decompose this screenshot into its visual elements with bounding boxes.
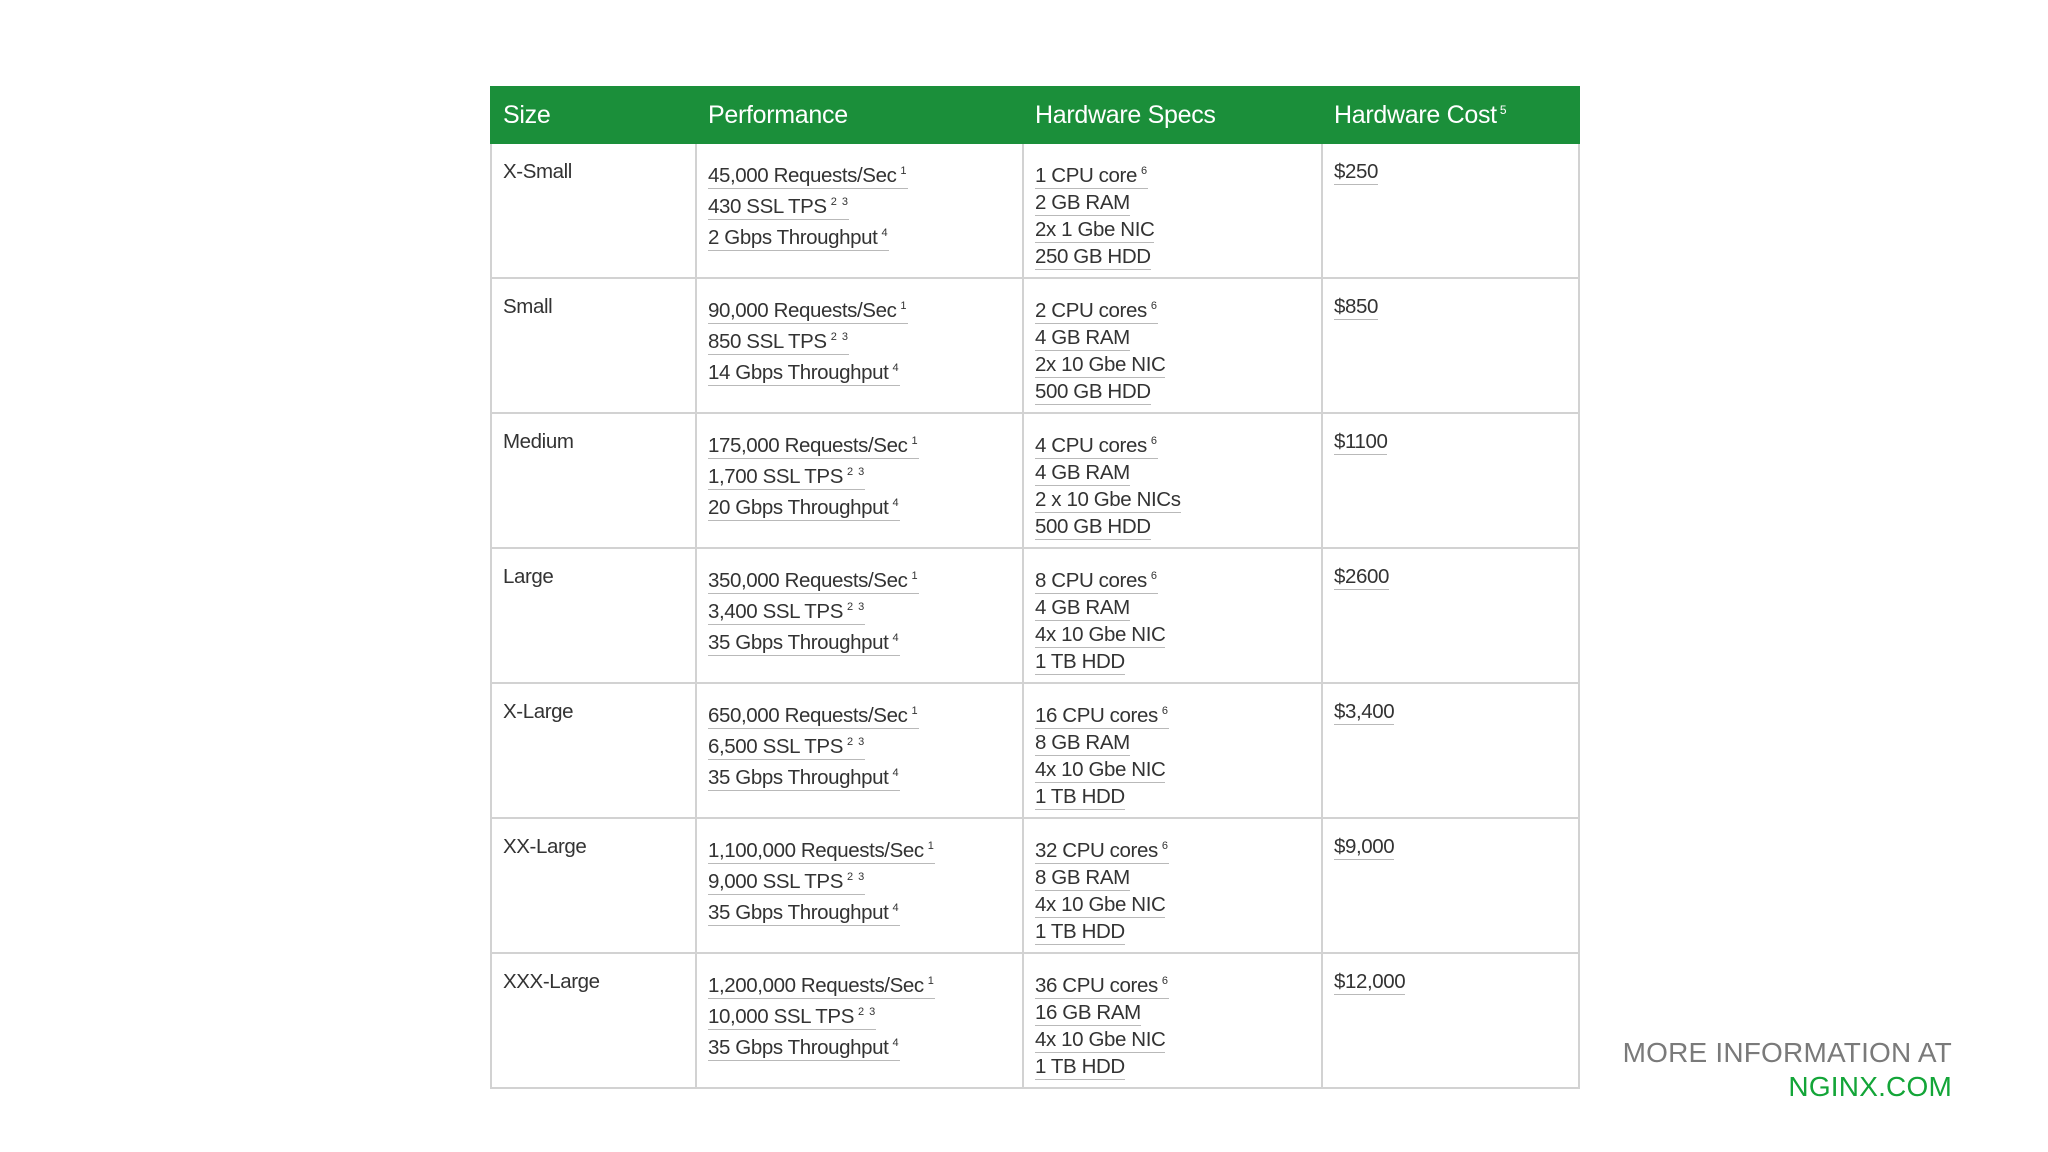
hardware-specs-cell — [1023, 548, 1322, 683]
size-label: XXX-Large — [503, 970, 600, 993]
spec-line-text: 1 CPU core — [1035, 164, 1137, 187]
more-information-note — [1623, 1036, 1952, 1104]
cost-value: $2600 — [1334, 565, 1390, 588]
performance-line — [708, 428, 1011, 459]
hardware-cost-cell — [1322, 413, 1579, 548]
spec-line-text: 16 GB RAM — [1035, 1001, 1141, 1024]
spec-line — [1035, 999, 1310, 1026]
spec-line-text: 4 GB RAM — [1035, 326, 1130, 349]
performance-line — [708, 895, 1011, 926]
hardware-cost-cell — [1322, 953, 1579, 1088]
spec-line — [1035, 486, 1310, 513]
size-label: XX-Large — [503, 835, 587, 858]
table-row — [491, 953, 1579, 1088]
performance-line — [708, 563, 1011, 594]
spec-line — [1035, 243, 1310, 270]
spec-line — [1035, 648, 1310, 675]
footnote-marker: 1 — [911, 705, 919, 717]
cost-value: $1100 — [1334, 430, 1388, 453]
spec-line — [1035, 918, 1310, 945]
spec-line — [1035, 864, 1310, 891]
spec-line-text: 36 CPU cores — [1035, 974, 1158, 997]
cost-value: $250 — [1334, 160, 1379, 183]
performance-line-text: 10,000 SSL TPS — [708, 1005, 854, 1028]
performance-line-text: 430 SSL TPS — [708, 195, 827, 218]
performance-cell — [696, 143, 1023, 278]
footnote-marker: 6 — [1161, 840, 1169, 852]
spec-line — [1035, 513, 1310, 540]
footnote-marker: 4 — [881, 227, 889, 239]
performance-cell — [696, 278, 1023, 413]
performance-line-text: 14 Gbps Throughput — [708, 361, 889, 384]
spec-line — [1035, 833, 1310, 864]
more-information-label: MORE INFORMATION AT — [1622, 1037, 1952, 1068]
table-row — [491, 413, 1579, 548]
table-row — [491, 683, 1579, 818]
spec-line — [1035, 324, 1310, 351]
spec-line — [1035, 891, 1310, 918]
spec-line — [1035, 1053, 1310, 1080]
performance-line-text: 3,400 SSL TPS — [708, 600, 843, 623]
hardware-cost-cell — [1322, 143, 1579, 278]
performance-line — [708, 625, 1011, 656]
footnote-marker: 2 3 — [830, 196, 849, 208]
table-row — [491, 143, 1579, 278]
size-cell — [491, 413, 696, 548]
footnote-marker: 1 — [927, 975, 935, 987]
footnote-marker: 6 — [1150, 300, 1158, 312]
performance-line — [708, 324, 1011, 355]
spec-line-text: 2 x 10 Gbe NICs — [1035, 488, 1181, 511]
performance-line-text: 35 Gbps Throughput — [708, 1036, 889, 1059]
footnote-marker: 5 — [1499, 102, 1507, 117]
performance-line-text: 175,000 Requests/Sec — [708, 434, 908, 457]
performance-line-text: 20 Gbps Throughput — [708, 496, 889, 519]
performance-line-text: 90,000 Requests/Sec — [708, 299, 897, 322]
size-cell — [491, 683, 696, 818]
spec-line — [1035, 216, 1310, 243]
spec-line-text: 500 GB HDD — [1035, 515, 1151, 538]
performance-line-text: 6,500 SSL TPS — [708, 735, 843, 758]
spec-line — [1035, 729, 1310, 756]
hardware-cost-cell — [1322, 683, 1579, 818]
performance-line — [708, 459, 1011, 490]
table-row — [491, 818, 1579, 953]
spec-line — [1035, 563, 1310, 594]
performance-line-text: 1,700 SSL TPS — [708, 465, 843, 488]
hardware-cost-cell — [1322, 818, 1579, 953]
footnote-marker: 1 — [927, 840, 935, 852]
performance-line — [708, 968, 1011, 999]
performance-line-text: 1,200,000 Requests/Sec — [708, 974, 924, 997]
performance-line-text: 9,000 SSL TPS — [708, 870, 843, 893]
performance-line-text: 350,000 Requests/Sec — [708, 569, 908, 592]
performance-cell — [696, 548, 1023, 683]
footnote-marker: 4 — [892, 1037, 900, 1049]
spec-line — [1035, 459, 1310, 486]
hardware-specs-cell — [1023, 413, 1322, 548]
spec-line-text: 500 GB HDD — [1035, 380, 1151, 403]
footnote-marker: 4 — [892, 497, 900, 509]
footnote-marker: 1 — [911, 570, 919, 582]
spec-line-text: 2x 10 Gbe NIC — [1035, 353, 1166, 376]
spec-line-text: 4x 10 Gbe NIC — [1035, 893, 1166, 916]
performance-line-text: 35 Gbps Throughput — [708, 901, 889, 924]
cost-value: $3,400 — [1334, 700, 1395, 723]
spec-line — [1035, 621, 1310, 648]
performance-line — [708, 293, 1011, 324]
footnote-marker: 6 — [1150, 435, 1158, 447]
performance-line — [708, 189, 1011, 220]
footnote-marker: 6 — [1161, 975, 1169, 987]
performance-line — [708, 833, 1011, 864]
spec-line-text: 1 TB HDD — [1035, 785, 1125, 808]
performance-line-text: 45,000 Requests/Sec — [708, 164, 897, 187]
performance-line — [708, 490, 1011, 521]
footnote-marker: 2 3 — [846, 466, 866, 478]
performance-line — [708, 594, 1011, 625]
spec-line — [1035, 293, 1310, 324]
spec-line-text: 4 GB RAM — [1035, 461, 1130, 484]
spec-line — [1035, 594, 1310, 621]
spec-line — [1035, 428, 1310, 459]
performance-line — [708, 760, 1011, 791]
size-label: Small — [503, 295, 553, 318]
header-performance: Performance — [696, 87, 1023, 143]
spec-line — [1035, 698, 1310, 729]
sizing-table — [490, 86, 1580, 1089]
header-row — [491, 87, 1579, 143]
table-header — [491, 87, 1579, 143]
footnote-marker: 1 — [911, 435, 919, 447]
spec-line — [1035, 351, 1310, 378]
spec-line-text: 250 GB HDD — [1035, 245, 1151, 268]
performance-line-text: 1,100,000 Requests/Sec — [708, 839, 924, 862]
spec-line-text: 8 GB RAM — [1035, 731, 1130, 754]
spec-line — [1035, 756, 1310, 783]
performance-line — [708, 1030, 1011, 1061]
footnote-marker: 4 — [892, 362, 900, 374]
performance-line-text: 2 Gbps Throughput — [708, 226, 878, 249]
hardware-cost-cell — [1322, 548, 1579, 683]
size-label: Medium — [503, 430, 574, 453]
performance-line-text: 35 Gbps Throughput — [708, 631, 889, 654]
size-cell — [491, 143, 696, 278]
cost-value: $9,000 — [1334, 835, 1395, 858]
size-cell — [491, 953, 696, 1088]
performance-line — [708, 355, 1011, 386]
spec-line — [1035, 378, 1310, 405]
performance-cell — [696, 818, 1023, 953]
spec-line-text: 8 CPU cores — [1035, 569, 1147, 592]
performance-line-text: 850 SSL TPS — [708, 330, 827, 353]
hardware-specs-cell — [1023, 143, 1322, 278]
footnote-marker: 2 3 — [846, 871, 866, 883]
performance-line — [708, 698, 1011, 729]
size-cell — [491, 818, 696, 953]
size-label: X-Large — [503, 700, 574, 723]
spec-line-text: 2x 1 Gbe NIC — [1035, 218, 1155, 241]
performance-line — [708, 729, 1011, 760]
spec-line-text: 8 GB RAM — [1035, 866, 1130, 889]
spec-line-text: 1 TB HDD — [1035, 650, 1125, 673]
hardware-cost-cell — [1322, 278, 1579, 413]
website-link[interactable]: NGINX.COM — [1788, 1071, 1952, 1102]
spec-line-text: 1 TB HDD — [1035, 920, 1125, 943]
table-row — [491, 278, 1579, 413]
performance-cell — [696, 953, 1023, 1088]
header-hardware-cost: Hardware Cost $^5$ — [1322, 87, 1579, 143]
size-cell — [491, 278, 696, 413]
spec-line-text: 2 CPU cores — [1035, 299, 1147, 322]
footnote-marker: 2 3 — [846, 736, 866, 748]
table-row — [491, 548, 1579, 683]
performance-cell — [696, 683, 1023, 818]
cost-value: $12,000 — [1334, 970, 1406, 993]
spec-line — [1035, 1026, 1310, 1053]
footnote-marker: 1 — [900, 165, 908, 177]
performance-line — [708, 864, 1011, 895]
performance-line — [708, 220, 1011, 251]
spec-line-text: 2 GB RAM — [1035, 191, 1130, 214]
footnote-marker: 6 — [1150, 570, 1158, 582]
footnote-marker: 2 3 — [830, 331, 849, 343]
performance-line-text: 35 Gbps Throughput — [708, 766, 889, 789]
hardware-specs-cell — [1023, 278, 1322, 413]
spec-line — [1035, 968, 1310, 999]
performance-line — [708, 999, 1011, 1030]
performance-cell — [696, 413, 1023, 548]
size-label: X-Small — [503, 160, 572, 183]
spec-line — [1035, 189, 1310, 216]
hardware-specs-cell — [1023, 953, 1322, 1088]
performance-line-text: 650,000 Requests/Sec — [708, 704, 908, 727]
cost-value: $850 — [1334, 295, 1379, 318]
hardware-specs-cell — [1023, 683, 1322, 818]
spec-line — [1035, 783, 1310, 810]
table-body — [491, 143, 1579, 1088]
footnote-marker: 1 — [900, 300, 908, 312]
performance-line — [708, 158, 1011, 189]
spec-line-text: 1 TB HDD — [1035, 1055, 1125, 1078]
hardware-specs-cell — [1023, 818, 1322, 953]
spec-line-text: 4x 10 Gbe NIC — [1035, 758, 1166, 781]
spec-line-text: 4x 10 Gbe NIC — [1035, 623, 1166, 646]
footnote-marker: 6 — [1161, 705, 1169, 717]
spec-line — [1035, 158, 1310, 189]
header-hardware-specs: Hardware Specs — [1023, 87, 1322, 143]
size-cell — [491, 548, 696, 683]
footnote-marker: 6 — [1140, 165, 1149, 177]
footnote-marker: 4 — [892, 902, 900, 914]
spec-line-text: 32 CPU cores — [1035, 839, 1158, 862]
footnote-marker: 4 — [892, 632, 900, 644]
footnote-marker: 2 3 — [857, 1006, 877, 1018]
spec-line-text: 4x 10 Gbe NIC — [1035, 1028, 1166, 1051]
footnote-marker: 2 3 — [846, 601, 866, 613]
spec-line-text: 16 CPU cores — [1035, 704, 1158, 727]
footnote-marker: 4 — [892, 767, 900, 779]
size-label: Large — [503, 565, 554, 588]
spec-line-text: 4 CPU cores — [1035, 434, 1147, 457]
spec-line-text: 4 GB RAM — [1035, 596, 1130, 619]
header-size: Size — [491, 87, 696, 143]
